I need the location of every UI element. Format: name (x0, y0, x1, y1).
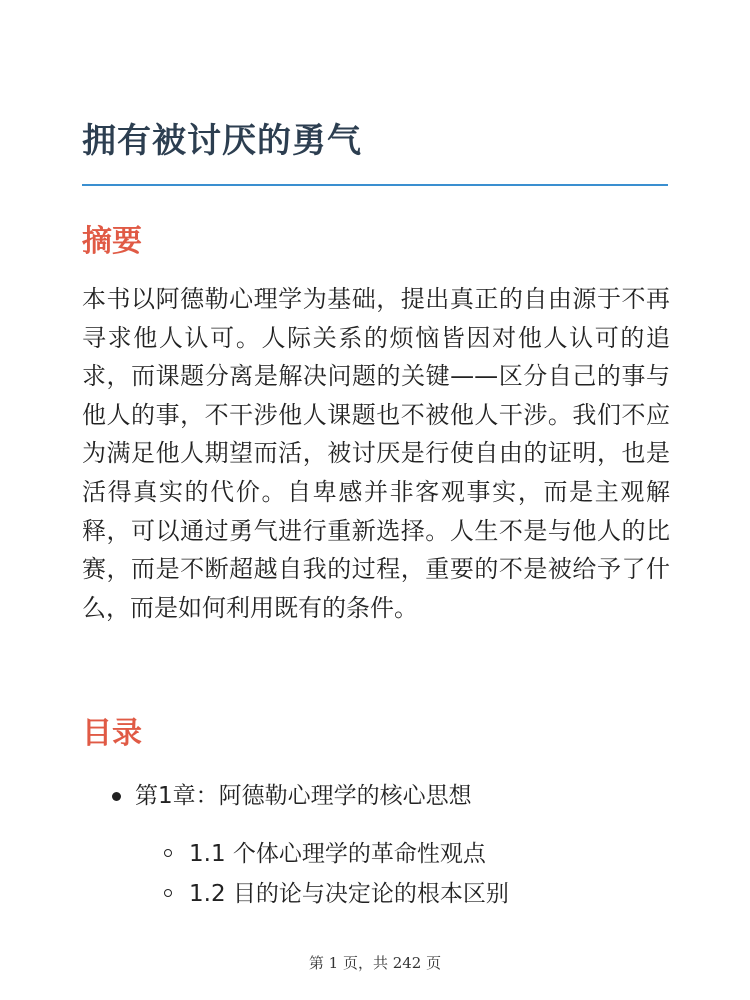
toc-chapter-label: 第1章：阿德勒心理学的核心思想 (135, 783, 472, 809)
table-of-contents (82, 776, 682, 914)
title-divider (82, 184, 668, 186)
toc-section-label: 1.2 目的论与决定论的根本区别 (189, 881, 509, 907)
summary-heading: 摘要 (82, 224, 142, 259)
toc-chapter-1[interactable] (82, 776, 682, 914)
document-title: 拥有被讨厌的勇气 (82, 121, 362, 161)
toc-heading: 目录 (82, 716, 142, 751)
hollow-bullet-icon (164, 849, 172, 857)
toc-section-1-1[interactable] (135, 834, 682, 874)
hollow-bullet-icon (164, 889, 172, 897)
toc-section-label: 1.1 个体心理学的革命性观点 (189, 841, 486, 867)
page-number-footer: 第 1 页，共 242 页 (308, 954, 442, 972)
summary-paragraph: 本书以阿德勒心理学为基础，提出真正的自由源于不再寻求他人认可。人际关系的烦恼皆因对他人认可的追求，而课题分离是解决问题的关键——区分自己的事与他人的事，不干涉他人课题也不被他人干涉。我们不应为满足他人期望而活，被讨厌是行使自由的证明，也是活得真实的代价。自卑感并非客观事实，而是主观解释，可以通过勇气进行重新选择。人生不是与他人的比赛，而是不断超越自我的过程，重要的不是被给予了什么，而是如何利用既有的条件。 (82, 285, 670, 622)
toc-section-1-2[interactable] (135, 874, 682, 914)
bullet-icon (112, 792, 121, 801)
toc-chapter-1-sections (135, 834, 682, 914)
